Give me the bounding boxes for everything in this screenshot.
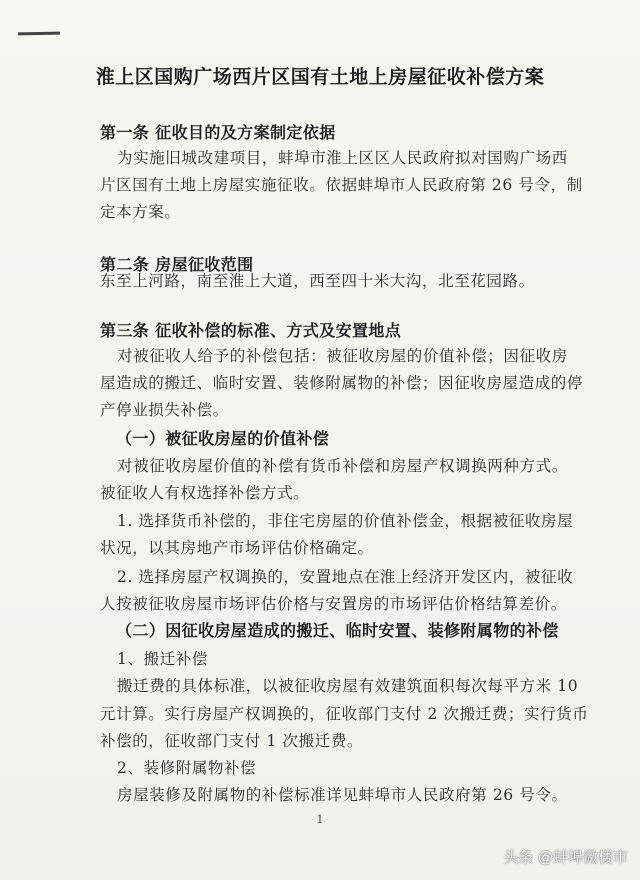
section-2-line-3: 元计算。实行房屋产权调换的，征收部门支付 2 次搬迁费；实行货币 xyxy=(100,705,589,723)
article-1-line-2: 片区国有土地上房屋实施征收。依据蚌埠市人民政府第 26 号令，制 xyxy=(100,176,583,194)
article-3-heading: 第三条 征收补偿的标准、方式及安置地点 xyxy=(100,321,402,340)
article-1-line-3: 定本方案。 xyxy=(100,203,181,221)
article-3-line-3: 产停业损失补偿。 xyxy=(100,401,229,419)
document-title: 淮上区国购广场西片区国有土地上房屋征收补偿方案 xyxy=(95,66,545,88)
section-1-line-1: 对被征收房屋价值的补偿有货币补偿和房屋产权调换两种方式。 xyxy=(117,457,568,475)
article-1-line-1: 为实施旧城改建项目，蚌埠市淮上区区人民政府拟对国购广场西 xyxy=(117,149,568,167)
article-1-heading: 第一条 征收目的及方案制定依据 xyxy=(100,123,336,142)
section-1-heading: （一）被征收房屋的价值补偿 xyxy=(116,429,330,448)
section-1-line-5: 2. 选择房屋产权调换的，安置地点在淮上经济开发区内，被征收 xyxy=(117,568,574,586)
section-2-heading: （二）因征收房屋造成的搬迁、临时安置、装修附属物的补偿 xyxy=(116,621,559,640)
section-1-line-4: 状况，以其房地产市场评估价格确定。 xyxy=(100,539,374,557)
pen-mark xyxy=(18,32,60,36)
article-2-line-1: 东至上河路，南至淮上大道，西至四十米大沟，北至花园路。 xyxy=(100,272,535,290)
section-1-line-3: 1. 选择货币补偿的，非住宅房屋的价值补偿金，根据被征收房屋 xyxy=(117,512,574,530)
article-2-heading: 第二条 房屋征收范围 xyxy=(100,255,254,274)
section-1-line-6: 人按被征收房屋市场评估价格与安置房的市场评估价格结算差价。 xyxy=(100,595,567,613)
section-2-line-5: 2、装修附属物补偿 xyxy=(117,759,257,777)
section-2-line-6: 房屋装修及附属物的补偿标准详见蚌埠市人民政府第 26 号令。 xyxy=(117,786,568,804)
section-1-line-2: 被征收人有权选择补偿方式。 xyxy=(100,484,310,502)
section-2-line-2: 搬迁费的具体标准，以被征收房屋有效建筑面积每次每平方米 10 xyxy=(117,677,579,695)
source-watermark: 头条 @蚌埠微楼市 xyxy=(503,848,628,866)
section-2-line-1: 1、搬迁补偿 xyxy=(117,650,208,668)
page-number: 1 xyxy=(316,813,324,826)
article-3-line-2: 屋造成的搬迁、临时安置、装修附属物的补偿；因征收房屋造成的停 xyxy=(100,374,584,392)
article-3-line-1: 对被征收人给予的补偿包括：被征收房屋的价值补偿；因征收房 xyxy=(117,347,568,365)
section-2-line-4: 补偿的，征收部门支付 1 次搬迁费。 xyxy=(100,732,364,750)
